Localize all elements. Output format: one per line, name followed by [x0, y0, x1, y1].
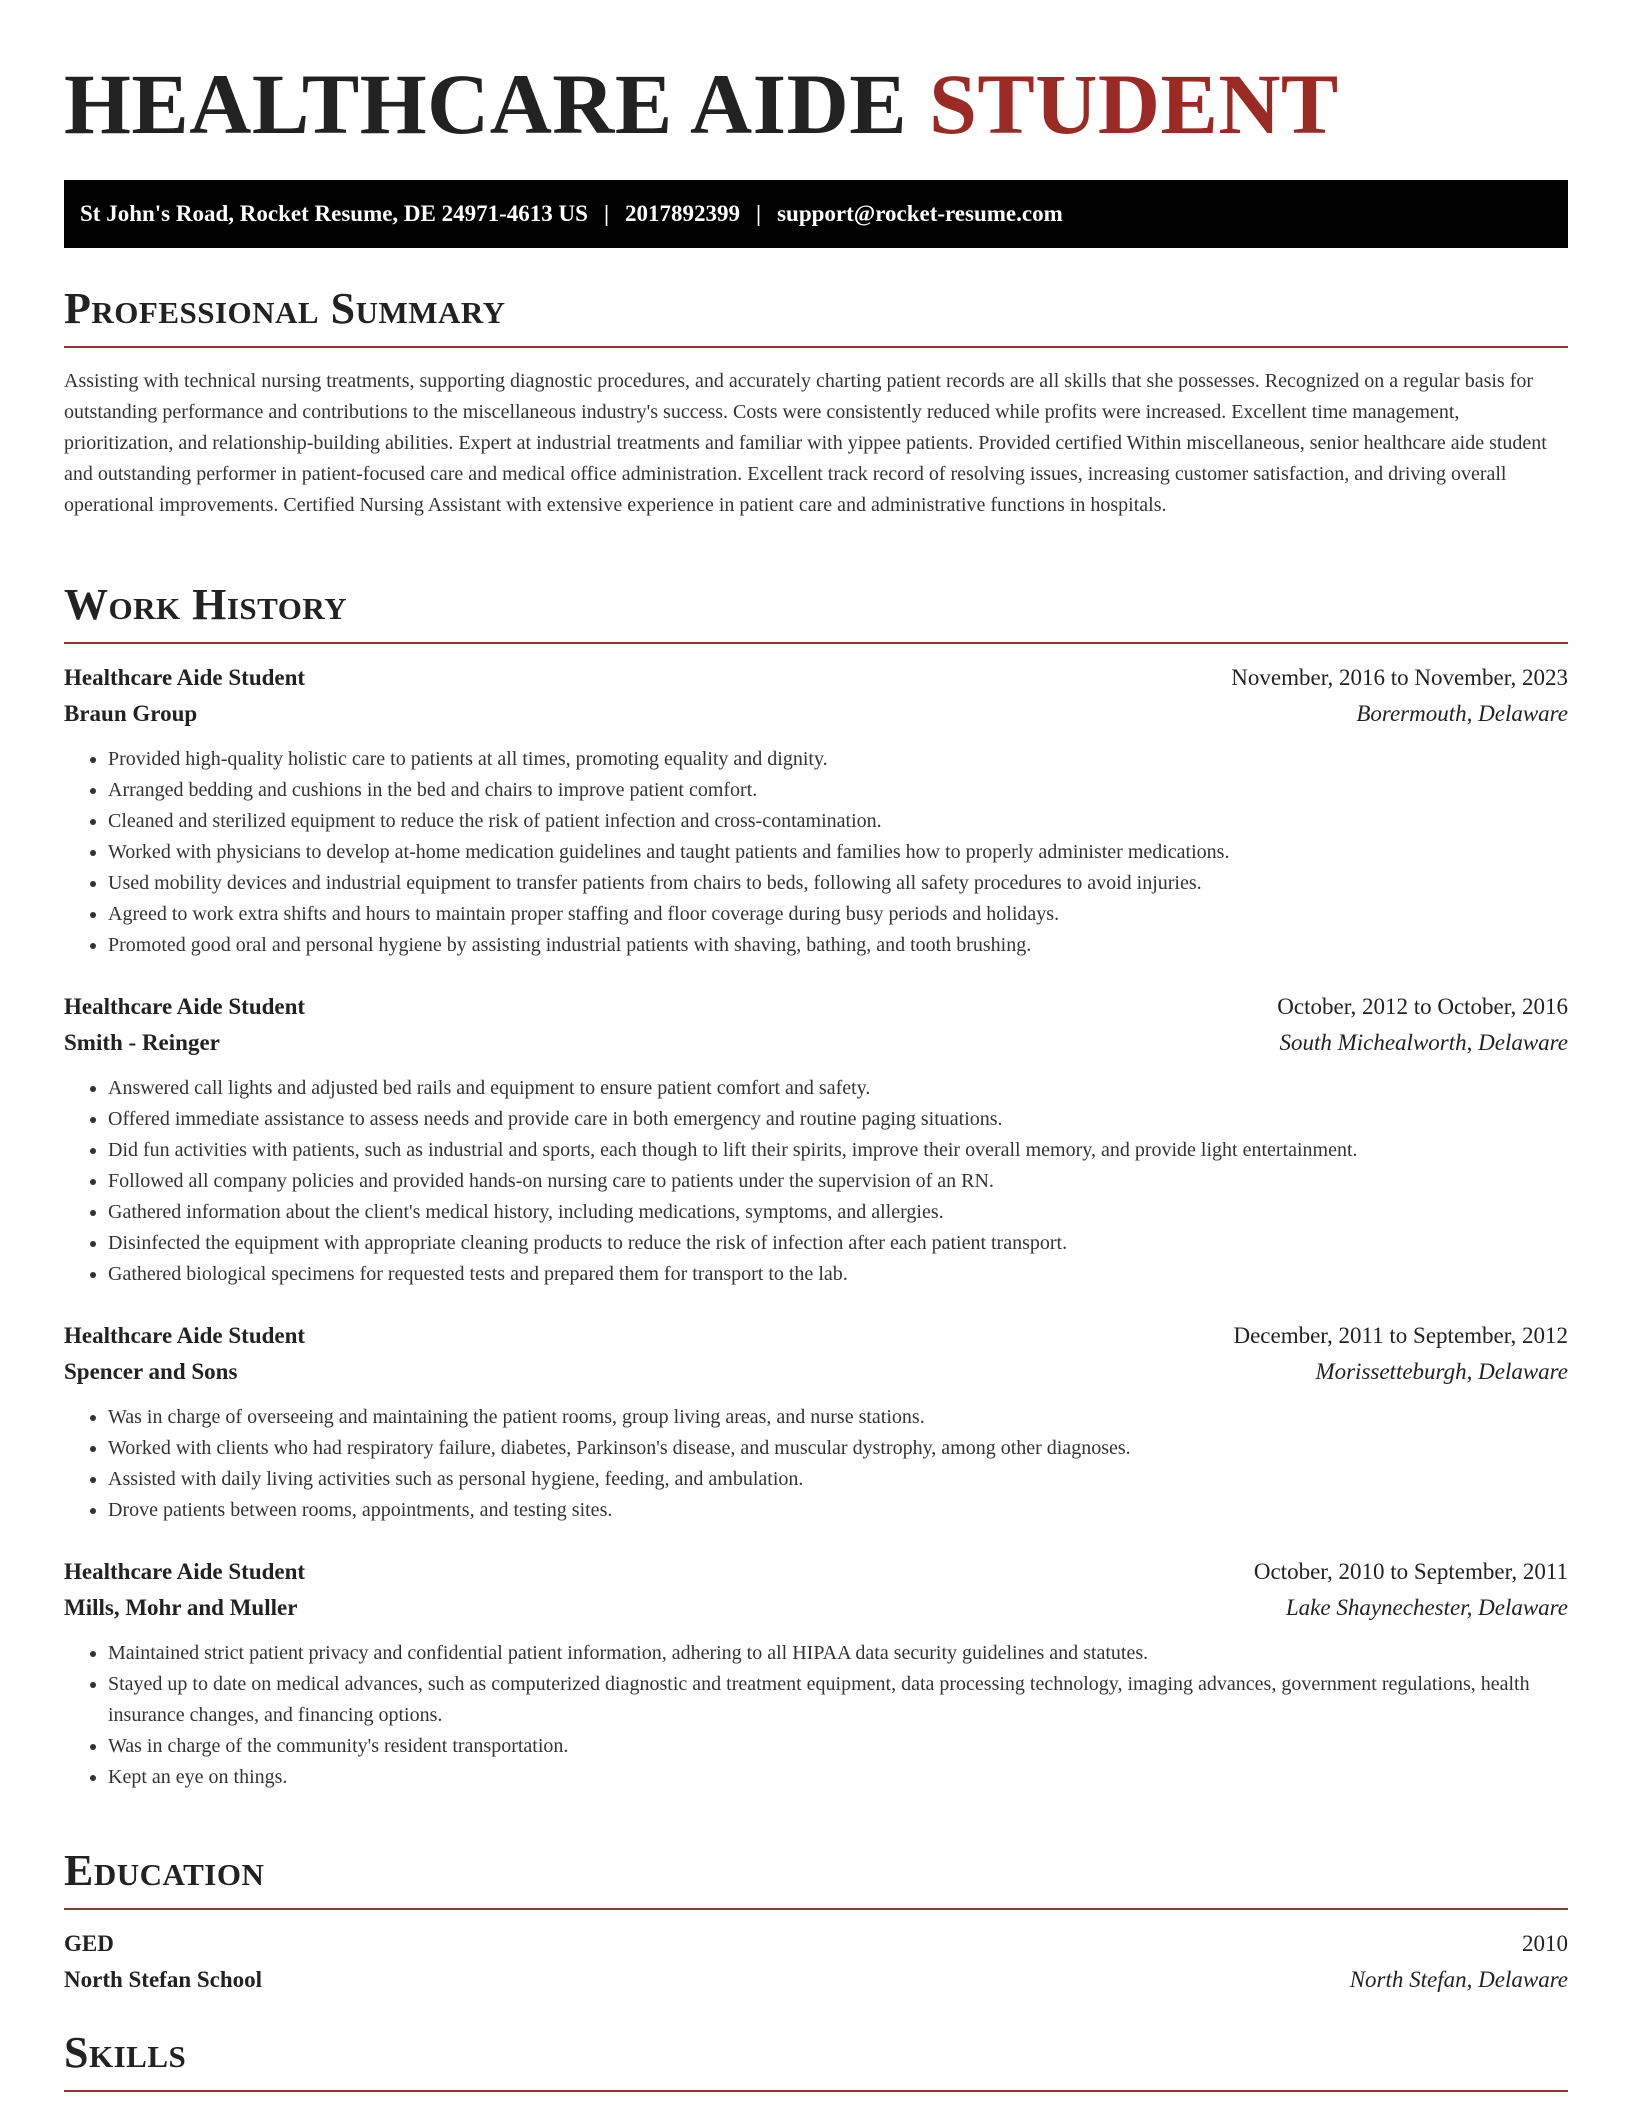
job-bullet: • Agreed to work extra shifts and hours to maintain proper staffing and floor coverage during busy periods and holidays. [108, 899, 1568, 930]
job-bullet: • Did fun activities with patients, such as industrial and sports, each though to lift their spirits, improve their overall memory, and provide light entertainment. [108, 1135, 1568, 1166]
job-bullet: • Provided high-quality holistic care to patients at all times, promoting equality and dignity. [108, 744, 1568, 775]
work-history-section [64, 580, 1568, 1793]
job-bullets [64, 1402, 1568, 1526]
education-degree: GED [64, 1931, 114, 1956]
job-role: Healthcare Aide Student [64, 1559, 306, 1584]
job-bullet: • Was in charge of the community's resident transportation. [108, 1731, 1568, 1762]
job-bullet: • Drove patients between rooms, appointments, and testing sites. [108, 1495, 1568, 1526]
resume-name [64, 58, 1568, 150]
education-section [64, 1846, 1568, 1998]
job-company: Spencer and Sons [64, 1359, 238, 1384]
job-entry [64, 1554, 1568, 1793]
job-entry [64, 989, 1568, 1290]
contact-address: St John's Road, Rocket Resume, DE 24971-4613 US [80, 201, 588, 226]
contact-separator: | [603, 201, 610, 226]
job-bullet: • Promoted good oral and personal hygiene by assisting industrial patients with shaving, bathing, and tooth brushing. [108, 930, 1568, 961]
job-entry [64, 1318, 1568, 1526]
job-role: Healthcare Aide Student [64, 994, 306, 1019]
job-bullet: • Offered immediate assistance to assess needs and provide care in both emergency and routine paging situations. [108, 1104, 1568, 1135]
job-bullet: • Assisted with daily living activities such as personal hygiene, feeding, and ambulation. [108, 1464, 1568, 1495]
education-school: North Stefan School [64, 1967, 263, 1992]
job-role: Healthcare Aide Student [64, 1323, 306, 1348]
summary-text: Assisting with technical nursing treatments, supporting diagnostic procedures, and accurately charting patient records are all skills that she possesses. Recognized on a regular basis for outstanding performance and contributions to the miscellaneous industry's success. Costs were consistently reduced while profits were increased. Excellent time management, prioritization, and relationship-building abilities. Expert at industrial treatments and familiar with yippee patients. Provided certified Within miscellaneous, senior healthcare aide student and outstanding performer in patient-focused care and medical office administration. Excellent track record of resolving issues, increasing customer satisfaction, and driving overall operational improvements. Certified Nursing Assistant with extensive experience in patient care and administrative functions in hospitals. [64, 370, 1547, 516]
job-bullet: • Was in charge of overseeing and maintaining the patient rooms, group living areas, and nurse stations. [108, 1402, 1568, 1433]
job-company: Smith - Reinger [64, 1030, 220, 1055]
job-company: Braun Group [64, 701, 198, 726]
job-dates: October, 2010 to September, 2011 [1253, 1559, 1568, 1584]
education-year: 2010 [1522, 1931, 1568, 1956]
education-location: North Stefan, Delaware [1349, 1967, 1568, 1992]
job-entry [64, 660, 1568, 961]
section-title-summary: Professional Summary [64, 284, 1568, 348]
job-bullet: • Stayed up to date on medical advances, such as computerized diagnostic and treatment equipment, data processing technology, imaging advances, government regulations, health insurance changes, and financing options. [108, 1669, 1568, 1731]
job-bullet: • Kept an eye on things. [108, 1762, 1568, 1793]
contact-bar [64, 180, 1568, 248]
contact-email: support@rocket-resume.com [777, 201, 1063, 226]
job-bullet: • Disinfected the equipment with appropriate cleaning products to reduce the risk of infection after each patient transport. [108, 1228, 1568, 1259]
name-main: HEALTHCARE AIDE [64, 56, 908, 152]
contact-separator: | [756, 201, 762, 226]
job-dates: December, 2011 to September, 2012 [1233, 1323, 1568, 1348]
resume-page [64, 0, 1568, 2077]
job-bullet: • Arranged bedding and cushions in the bed and chairs to improve patient comfort. [108, 775, 1568, 806]
job-bullets [64, 1073, 1568, 1290]
skills-section [64, 2028, 1568, 2092]
job-location: Borermouth, Delaware [1356, 701, 1568, 726]
summary-section [64, 284, 1568, 521]
job-dates: October, 2012 to October, 2016 [1277, 994, 1568, 1019]
job-bullet: • Gathered biological specimens for requested tests and prepared them for transport to the lab. [108, 1259, 1568, 1290]
section-title-education: Education [64, 1846, 1568, 1910]
job-bullet: • Maintained strict patient privacy and confidential patient information, adhering to all HIPAA data security guidelines and statutes. [108, 1638, 1568, 1669]
job-bullet: • Followed all company policies and provided hands-on nursing care to patients under the supervision of an RN. [108, 1166, 1568, 1197]
job-role: Healthcare Aide Student [64, 665, 306, 690]
job-bullet: • Used mobility devices and industrial equipment to transfer patients from chairs to beds, following all safety procedures to avoid injuries. [108, 868, 1568, 899]
job-company: Mills, Mohr and Muller [64, 1595, 298, 1620]
section-title-skills: Skills [64, 2028, 1568, 2092]
job-bullet: • Worked with physicians to develop at-home medication guidelines and taught patients and families how to properly administer medications. [108, 837, 1568, 868]
job-location: Lake Shaynechester, Delaware [1285, 1595, 1568, 1620]
job-bullet: • Gathered information about the client's medical history, including medications, symptoms, and allergies. [108, 1197, 1568, 1228]
job-bullet: • Answered call lights and adjusted bed rails and equipment to ensure patient comfort and safety. [108, 1073, 1568, 1104]
contact-phone: 2017892399 [625, 201, 741, 226]
job-bullet: • Worked with clients who had respiratory failure, diabetes, Parkinson's disease, and muscular dystrophy, among other diagnoses. [108, 1433, 1568, 1464]
job-location: South Michealworth, Delaware [1279, 1030, 1568, 1055]
job-bullets [64, 1638, 1568, 1793]
job-bullet: • Cleaned and sterilized equipment to reduce the risk of patient infection and cross-contamination. [108, 806, 1568, 837]
job-bullets [64, 744, 1568, 961]
education-entry [64, 1926, 1568, 1998]
name-accent: STUDENT [929, 56, 1339, 152]
job-location: Morissetteburgh, Delaware [1315, 1359, 1568, 1384]
section-title-work-history: Work History [64, 580, 1568, 644]
job-dates: November, 2016 to November, 2023 [1231, 665, 1568, 690]
